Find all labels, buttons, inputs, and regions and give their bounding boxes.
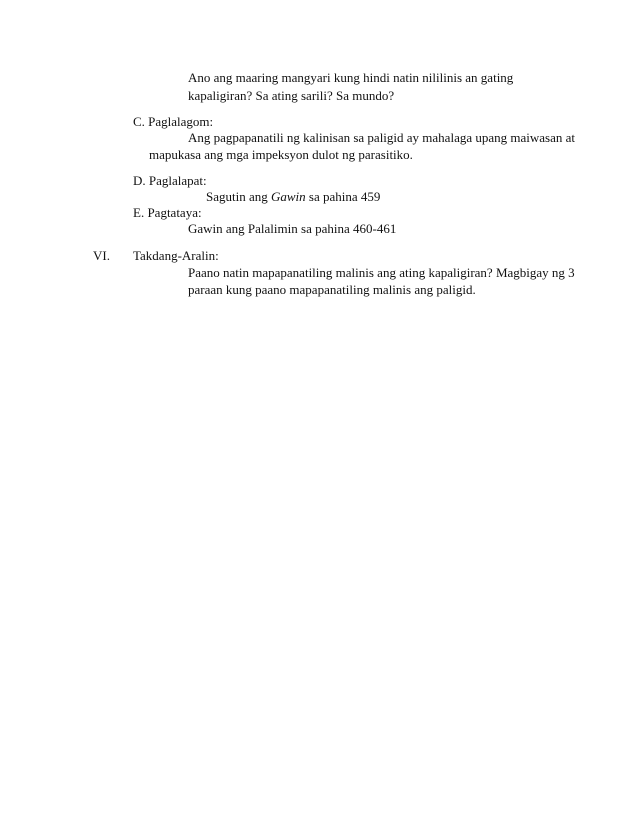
section-c-line-2: mapukasa ang mga impeksyon dulot ng parasitiko. (149, 147, 413, 162)
section-vi-label: Takdang-Aralin: (133, 248, 219, 263)
section-e-label: E. Pagtataya: (133, 205, 202, 220)
section-d-text-italic: Gawin (271, 189, 306, 204)
section-vi-number: VI. (93, 248, 110, 263)
intro-line-2: kapaligiran? Sa ating sarili? Sa mundo? (188, 88, 395, 103)
section-d-text-after: sa pahina 459 (305, 189, 381, 204)
section-d-text (206, 189, 380, 205)
intro-line-1: Ano ang maaring mangyari kung hindi natin nililinis an gating (188, 70, 514, 85)
section-vi-line-2: paraan kung paano mapapanatiling malinis ang paligid. (188, 282, 476, 297)
section-vi-line-1: Paano natin mapapanatiling malinis ang ating kapaligiran? Magbigay ng 3 (188, 265, 575, 280)
section-e-text: Gawin ang Palalimin sa pahina 460-461 (188, 221, 397, 236)
section-d-label: D. Paglalapat: (133, 173, 207, 188)
section-d-text-before: Sagutin ang (206, 189, 271, 204)
section-c-label: C. Paglalagom: (133, 114, 214, 129)
section-c-line-1: Ang pagpapanatili ng kalinisan sa paligid ay mahalaga upang maiwasan at (188, 130, 575, 145)
